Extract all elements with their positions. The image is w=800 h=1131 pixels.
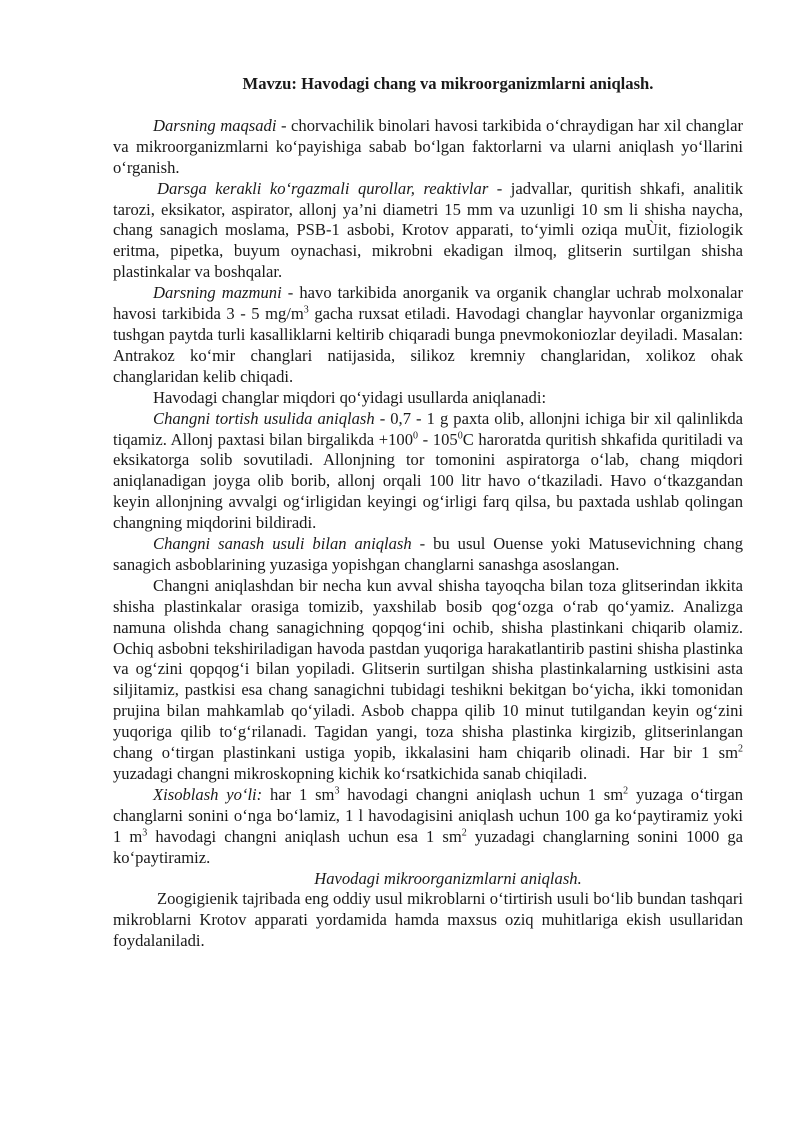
paragraph-calculation xyxy=(113,785,743,869)
weighing-sup-a: 0 xyxy=(413,429,418,441)
materials-lead: Darsga kerakli ko‘rgazmali qurollar, reaktivlar xyxy=(157,178,489,198)
weighing-text-c: C haroratda quritish shkafida quritiladi va eksikatorga solib sovutiladi. Allonjning tor tomonini aspiratorga o‘lab, chang miqdori aniqlanadigan joyga olib borib, allonj orqali 100 litr havo o‘tkaziladi. Havo o‘tkazgandan keyin allonjning avvalgi og‘irligidan keyingi og‘irligi farq qilsa, bu paxtada ushlab qolingan changning miqdorini bildiradi. xyxy=(113,429,743,533)
calculation-text-c: yuzaga o‘tirgan changlarni sonini o‘nga bo‘lamiz, 1 l havodagisini aniqlash uchun 100 ga ko‘paytiramiz yoki 1 m xyxy=(113,784,743,846)
document-page xyxy=(113,74,743,952)
weighing-text-b: - 105 xyxy=(418,429,458,449)
content-lead: Darsning mazmuni xyxy=(153,283,282,303)
calculation-sup-a: 3 xyxy=(334,785,340,797)
weighing-sup-b: 0 xyxy=(457,429,463,441)
content-text-b: gacha ruxsat etiladi. Havodagi changlar hayvonlar organizmiga tushgan paytda turli kasalliklarni keltirib chiqaradi bunga pnevmokoniozlar deyiladi. Masalan: Antrakoz ko‘mir changlari natijasida, silikoz kremniy changlaridan, xolikoz ohak changlaridan kelib chiqadi. xyxy=(113,304,743,386)
materials-text: - jadvallar, quritish shkafi, analitik tarozi, eksikator, aspirator, allonj ya’ni diametri 15 mm va uzunligi 10 sm li shisha naycha, chang sanagich moslama, PSB-1 asbobi, Krotov apparati, to‘yimli oziqa muÙit, fiziologik eritma, pipetka, buyum oynachasi, mikrobni ekadigan ilmoq, glitserin surtilgan shisha plastinkalar va boshqalar. xyxy=(113,178,744,282)
content-sup-a: 3 xyxy=(303,304,309,316)
content-text-a: - havo tarkibida anorganik va organik changlar uchrab molxonalar havosi tarkibida 3 - 5 mg/m xyxy=(113,283,743,324)
page-title: Mavzu: Havodagi chang va mikroorganizmlarni aniqlash. xyxy=(242,74,654,93)
paragraph-methods-intro: Havodagi changlar miqdori qo‘yidagi usullarda aniqlanadi: xyxy=(153,387,547,407)
paragraph-weighing-method xyxy=(113,409,743,534)
procedure-sup-a: 2 xyxy=(738,743,743,755)
calculation-sup-b: 2 xyxy=(623,785,629,797)
counting-text: - bu usul Ouense yoki Matusevichning chang sanagich asboblarining yuzasiga yopishgan changlarni sanashga asoslangan. xyxy=(113,534,743,574)
weighing-lead: Changni tortish usulida aniqlash xyxy=(153,408,375,428)
calculation-text-a: har 1 sm xyxy=(262,784,335,804)
weighing-text-a: - 0,7 - 1 g paxta olib, allonjni ichiga bir xil qalinlikda tiqamiz. Allonj paxtasi bilan birgalikda +100 xyxy=(113,408,743,449)
section-subtitle: Havodagi mikroorganizmlarni aniqlash. xyxy=(314,868,582,888)
counting-lead: Changni sanash usuli bilan aniqlash xyxy=(153,534,412,554)
procedure-text-b: yuzadagi changni mikroskopning kichik ko‘rsatkichida sanab chiqiladi. xyxy=(113,764,588,783)
paragraph-goal xyxy=(113,116,743,179)
paragraph-procedure xyxy=(113,576,743,785)
calculation-text-d: havodagi changni aniqlash uchun esa 1 sm xyxy=(147,826,462,846)
paragraph-microorganisms: Zoogigienik tajribada eng oddiy usul mikroblarni o‘tirtirish usuli bo‘lib bundan tashqari mikroblarni Krotov apparati yordamida hamda maxsus oziq muhitlariga ekish usullaridan foydalaniladi. xyxy=(113,889,743,951)
paragraph-materials xyxy=(113,179,743,284)
calculation-text-e: yuzadagi changlarning sonini 1000 ga ko‘paytiramiz. xyxy=(113,826,743,867)
paragraph-content xyxy=(113,283,743,388)
calculation-lead: Xisoblash yo‘li: xyxy=(153,784,263,804)
procedure-text-a: Changni aniqlashdan bir necha kun avval shisha tayoqcha bilan toza glitserindan ikkita shisha plastinkalar orasiga tomizib, yaxshilab bosib qog‘ozga o‘rab qo‘yamiz. Analizga namuna olishda chang sanagichning qopqog‘ini ochib, shisha plastinkani chiqarib olamiz. Ochiq asbobni tekshiriladigan havoda pastdan yuqoriga harakatlantirib pastini shisha plastinka va og‘zini qopqog‘i bilan yopiladi. Glitserin surtilgan shisha plastinkalarning ustkisini asta siljitamiz, pastkisi esa chang sanagichni tubidagi teshikni bekitgan bo‘yicha, ikki tomonidan prujina bilan mahkamlab qo‘yiladi. Asbob chappa qilib 10 minut tutilgandan keyin og‘zini yuqoriga qilib to‘g‘rilanadi. Tagidan yangi, toza shisha plastinka kirgizib, glitserinlangan chang o‘tirgan plastinkani ustiga yopib, ikkalasini ham chiqarib olinadi. Har bir 1 sm xyxy=(113,575,743,763)
goal-lead: Darsning maqsadi xyxy=(153,115,277,135)
goal-text: - chorvachilik binolari havosi tarkibida o‘chraydigan har xil changlar va mikroorganizmlarni ko‘payishiga sabab bo‘lgan faktorlarni va ularni aniqlash yo‘llarini o‘rganish. xyxy=(113,115,743,177)
calculation-sup-d: 2 xyxy=(461,827,467,839)
calculation-text-b: havodagi changni aniqlash uchun 1 sm xyxy=(339,784,624,804)
calculation-sup-c: 3 xyxy=(142,827,148,839)
paragraph-counting-method xyxy=(113,534,743,576)
